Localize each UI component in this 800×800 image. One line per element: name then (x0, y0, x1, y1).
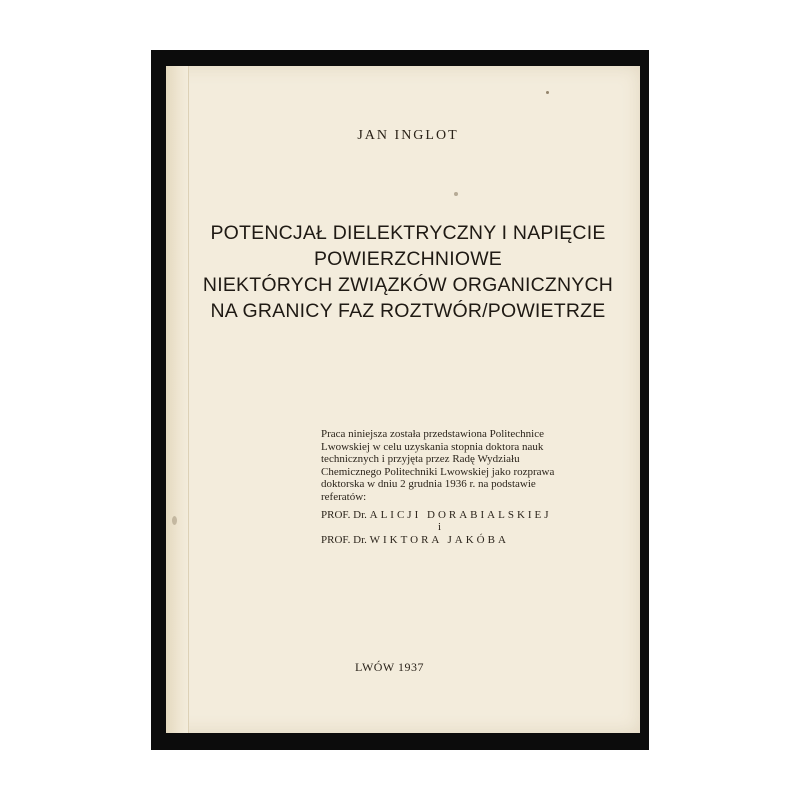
referee-2 (321, 534, 611, 547)
page-spine-edge (166, 66, 189, 733)
place-and-year: LWÓW 1937 (355, 660, 425, 674)
title-line: POTENCJAŁ DIELEKTRYCZNY I NAPIĘCIE (210, 222, 606, 244)
statement-line: technicznych i przyjęta przez Radę Wydziału (321, 453, 520, 466)
statement-line: referatów: (321, 490, 367, 503)
conjunction: i (438, 521, 442, 534)
statement-line: Praca niniejsza została przedstawiona Politechnice (321, 428, 544, 440)
referee-name: WIKTORA JAKÓBA (369, 534, 509, 547)
statement-line: doktorska w dniu 2 grudnia 1936 r. na podstawie (321, 478, 536, 491)
document-title (188, 220, 628, 324)
referee-title: PROF. Dr. (321, 508, 367, 521)
title-page (166, 66, 640, 733)
author-name: JAN INGLOT (357, 128, 459, 143)
title-line: NIEKTÓRYCH ZWIĄZKÓW ORGANICZNYCH (202, 274, 614, 296)
paper-speck (172, 516, 177, 525)
statement-line: Chemicznego Politechniki Lwowskiej jako rozprawa (321, 465, 555, 478)
paper-speck (546, 91, 549, 94)
title-line: NA GRANICY FAZ ROZTWÓR/POWIETRZE (210, 300, 606, 322)
title-line: POWIERZCHNIOWE (313, 248, 503, 270)
thesis-statement (321, 428, 611, 547)
referee-1 (321, 509, 611, 522)
statement-line: Lwowskiej w celu uzyskania stopnia doktora nauk (321, 440, 544, 453)
paper-speck (454, 192, 458, 196)
referee-name: ALICJI DORABIALSKIEJ (369, 508, 552, 521)
referee-title: PROF. Dr. (321, 534, 367, 547)
